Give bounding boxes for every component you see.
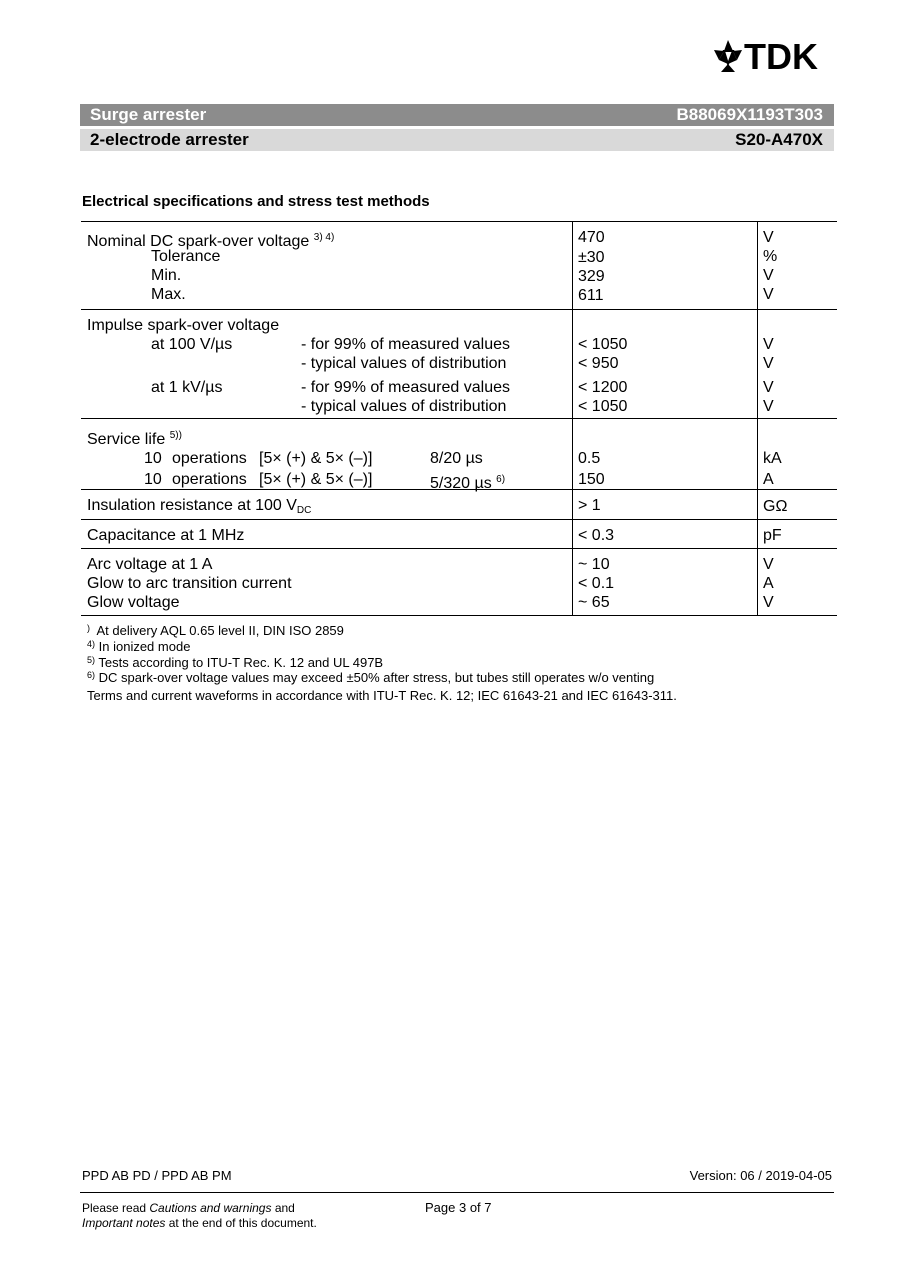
footer-read-note: Please read Cautions and warnings and bbox=[82, 1201, 295, 1215]
glow-arc-current-unit: A bbox=[763, 575, 774, 592]
service-polarity: [5× (+) & 5× (–)] bbox=[259, 450, 373, 467]
service-value: 150 bbox=[578, 471, 605, 488]
tdk-logo bbox=[712, 38, 837, 74]
tdk-emblem-icon bbox=[714, 40, 742, 72]
footer-department: PPD AB PD / PPD AB PM bbox=[82, 1168, 232, 1183]
part-number: B88069X1193T303 bbox=[676, 105, 823, 124]
max-label: Max. bbox=[151, 286, 186, 303]
terms-note: Terms and current waveforms in accordance with ITU-T Rec. K. 12; IEC 61643-21 and IEC 61643-311. bbox=[87, 688, 677, 703]
service-unit: kA bbox=[763, 450, 782, 467]
impulse-unit: V bbox=[763, 336, 774, 353]
nominal-dc-label: Nominal DC spark-over voltage $^{3) 4)}$ bbox=[87, 232, 335, 250]
impulse-value: < 950 bbox=[578, 355, 619, 372]
glow-arc-current-label: Glow to arc transition current bbox=[87, 575, 292, 592]
footer-read-note-2: Important notes at the end of this document. bbox=[82, 1216, 317, 1230]
tolerance-label: Tolerance bbox=[151, 248, 221, 265]
impulse-unit: V bbox=[763, 398, 774, 415]
arc-voltage-value: ~ 10 bbox=[578, 556, 610, 573]
page-number: Page 3 of 7 bbox=[425, 1200, 492, 1215]
impulse-value: < 1050 bbox=[578, 398, 628, 415]
service-polarity: [5× (+) & 5× (–)] bbox=[259, 471, 373, 488]
important-notes-text: Important notes bbox=[82, 1216, 166, 1230]
impulse-value: < 1200 bbox=[578, 379, 628, 396]
service-value: 0.5 bbox=[578, 450, 601, 467]
header-bar-model bbox=[80, 129, 834, 151]
product-subtype: 2-electrode arrester bbox=[90, 130, 249, 149]
tdk-logo-text: TDK bbox=[744, 38, 818, 74]
table-rule bbox=[81, 418, 837, 419]
insulation-unit: GΩ bbox=[763, 498, 788, 515]
impulse-unit: V bbox=[763, 379, 774, 396]
column-divider bbox=[757, 221, 758, 616]
section-title: Electrical specifications and stress test methods bbox=[82, 193, 430, 210]
header-bar-product bbox=[80, 104, 834, 126]
table-rule bbox=[81, 615, 837, 616]
max-value: 611 bbox=[578, 287, 604, 304]
insulation-label: Insulation resistance at 100 $V_{DC}$ bbox=[87, 497, 312, 516]
footer-version: Version: 06 / 2019-04-05 bbox=[689, 1168, 832, 1183]
impulse-rate-1k: at 1 kV/µs bbox=[151, 379, 223, 396]
footnote: $^{6)}$ DC spark-over voltage values may exceed ±50% after stress, but tubes still operates w/o venting bbox=[87, 670, 655, 685]
cautions-link-text: Cautions and warnings bbox=[149, 1201, 272, 1215]
impulse-desc: - for 99% of measured values bbox=[301, 379, 510, 396]
spec-table bbox=[81, 221, 837, 616]
service-count: 10 bbox=[144, 471, 162, 488]
impulse-unit: V bbox=[763, 355, 774, 372]
service-waveform: 5/320 µs $^{6)}$ bbox=[430, 474, 506, 492]
tolerance-unit: % bbox=[763, 248, 778, 265]
nominal-unit: V bbox=[763, 229, 774, 246]
service-count: 10 bbox=[144, 450, 162, 467]
impulse-value: < 1050 bbox=[578, 336, 628, 353]
footnote: $^{5)}$ Tests according to ITU-T Rec. K. 12 and UL 497B bbox=[87, 655, 384, 670]
capacitance-label: Capacitance at 1 MHz bbox=[87, 527, 245, 544]
glow-voltage-unit: V bbox=[763, 594, 774, 611]
min-label: Min. bbox=[151, 267, 182, 284]
glow-voltage-value: ~ 65 bbox=[578, 594, 610, 611]
service-ops: operations bbox=[172, 471, 247, 488]
capacitance-value: < 0.3 bbox=[578, 527, 615, 544]
glow-arc-current-value: < 0.1 bbox=[578, 575, 615, 592]
footnote: ) At delivery AQL 0.65 level II, DIN ISO 2859 bbox=[87, 623, 344, 638]
service-ops: operations bbox=[172, 450, 247, 467]
max-unit: V bbox=[763, 286, 774, 303]
nominal-value: 470 bbox=[578, 229, 605, 246]
impulse-rate-100: at 100 V/µs bbox=[151, 336, 233, 353]
column-divider bbox=[572, 221, 573, 616]
service-waveform: 8/20 µs bbox=[430, 450, 483, 467]
table-rule bbox=[81, 309, 837, 310]
min-value: 329 bbox=[578, 268, 605, 285]
arc-voltage-unit: V bbox=[763, 556, 774, 573]
table-rule bbox=[81, 548, 837, 549]
arc-voltage-label: Arc voltage at 1 A bbox=[87, 556, 213, 573]
footnote: $^{4)}$ In ionized mode bbox=[87, 639, 191, 654]
min-unit: V bbox=[763, 267, 774, 284]
glow-voltage-label: Glow voltage bbox=[87, 594, 180, 611]
service-unit: A bbox=[763, 471, 774, 488]
impulse-desc: - for 99% of measured values bbox=[301, 336, 510, 353]
product-type: Surge arrester bbox=[90, 105, 207, 124]
impulse-desc: - typical values of distribution bbox=[301, 355, 507, 372]
model-number: S20-A470X bbox=[735, 130, 823, 149]
footer-divider bbox=[80, 1192, 834, 1193]
insulation-value: > 1 bbox=[578, 497, 601, 514]
impulse-desc: - typical values of distribution bbox=[301, 398, 507, 415]
tolerance-value: ±30 bbox=[578, 249, 605, 266]
capacitance-unit: pF bbox=[763, 527, 782, 544]
service-life-label: Service life $^{5))}$ bbox=[87, 430, 182, 448]
impulse-label: Impulse spark-over voltage bbox=[87, 317, 280, 334]
table-rule bbox=[81, 221, 837, 222]
